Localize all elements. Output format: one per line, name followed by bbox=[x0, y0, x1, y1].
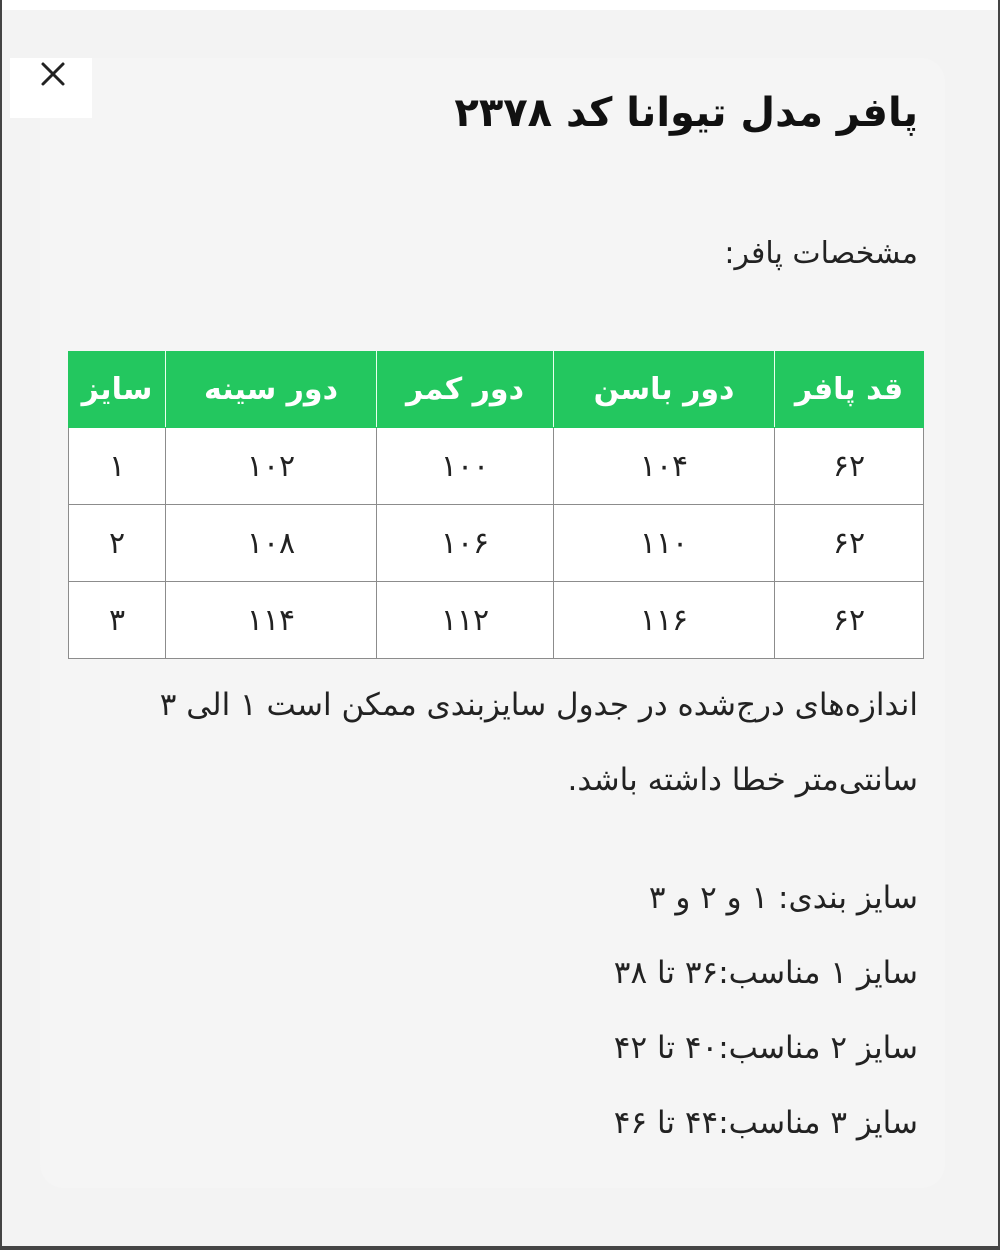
table-row bbox=[69, 505, 924, 582]
table-cell: ۱ bbox=[69, 428, 166, 505]
close-button[interactable] bbox=[28, 50, 78, 98]
header-hip: دور باسن bbox=[554, 352, 775, 428]
specs-heading: مشخصات پافر: bbox=[724, 236, 918, 271]
table-cell: ۱۰۶ bbox=[377, 505, 554, 582]
note-line: اندازه‌های درج‌شده در جدول سایزبندی ممکن است ۱ الی ۳ bbox=[159, 687, 918, 723]
close-icon bbox=[39, 60, 67, 88]
bottom-border bbox=[0, 1246, 1000, 1250]
table-row bbox=[69, 428, 924, 505]
size-table bbox=[68, 351, 924, 659]
size-2-fit: سایز ۲ مناسب:۴۰ تا ۴۲ bbox=[613, 1030, 918, 1066]
table-cell: ۱۰۰ bbox=[377, 428, 554, 505]
header-waist: دور کمر bbox=[377, 352, 554, 428]
table-cell: ۶۲ bbox=[775, 582, 924, 659]
table-cell: ۶۲ bbox=[775, 505, 924, 582]
size-error-note bbox=[138, 668, 918, 818]
size-1-fit: سایز ۱ مناسب:۳۶ تا ۳۸ bbox=[613, 955, 918, 991]
table-row bbox=[69, 582, 924, 659]
product-title: پافر مدل تیوانا کد ۲۳۷۸ bbox=[454, 90, 918, 136]
table-cell: ۶۲ bbox=[775, 428, 924, 505]
header-length: قد پافر bbox=[775, 352, 924, 428]
table-cell: ۱۱۰ bbox=[554, 505, 775, 582]
table-cell: ۱۰۲ bbox=[166, 428, 377, 505]
size-3-fit: سایز ۳ مناسب:۴۴ تا ۴۶ bbox=[613, 1105, 918, 1141]
table-cell: ۱۱۲ bbox=[377, 582, 554, 659]
table-cell: ۲ bbox=[69, 505, 166, 582]
left-border bbox=[0, 0, 2, 1250]
table-cell: ۱۱۶ bbox=[554, 582, 775, 659]
table-cell: ۱۰۴ bbox=[554, 428, 775, 505]
header-size: سایز bbox=[69, 352, 166, 428]
table-cell: ۱۱۴ bbox=[166, 582, 377, 659]
top-strip bbox=[0, 0, 1000, 10]
sizing-info bbox=[318, 872, 918, 1172]
table-cell: ۳ bbox=[69, 582, 166, 659]
sizing-range: سایز بندی: ۱ و ۲ و ۳ bbox=[648, 880, 918, 916]
table-header-row bbox=[69, 352, 924, 428]
header-chest: دور سینه bbox=[166, 352, 377, 428]
table-cell: ۱۰۸ bbox=[166, 505, 377, 582]
note-line: سانتی‌متر خطا داشته باشد. bbox=[567, 762, 918, 798]
